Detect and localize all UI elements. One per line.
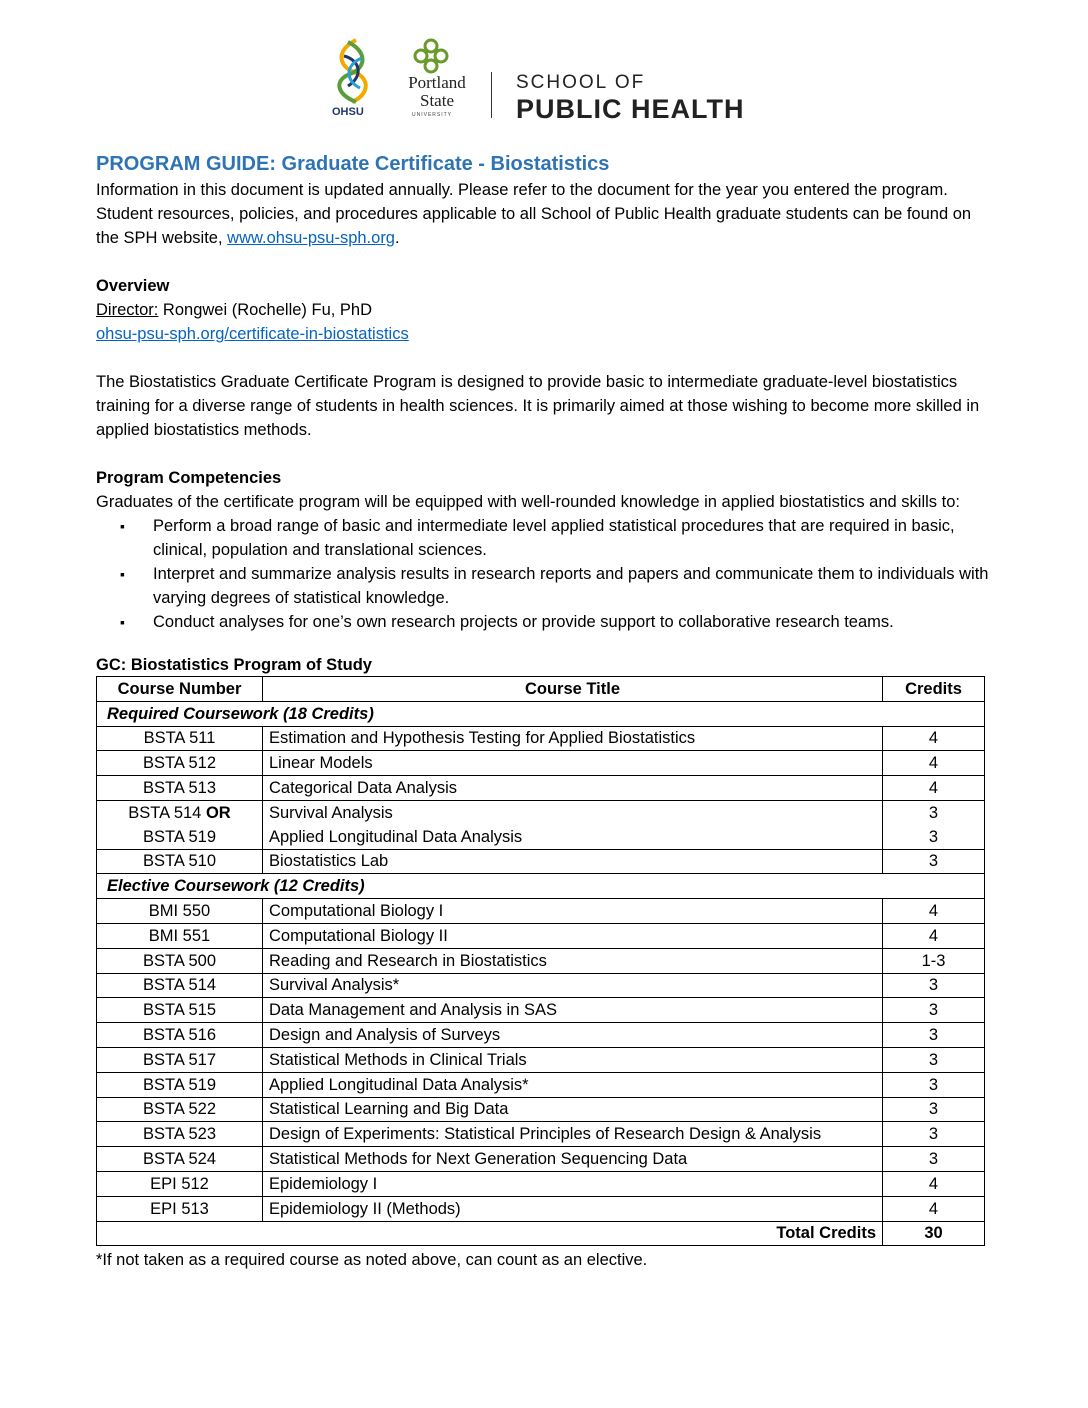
sph-website-link[interactable]: www.ohsu-psu-sph.org [227,229,395,247]
course-number: BSTA 514 [97,973,263,998]
course-title: Estimation and Hypothesis Testing for Applied Biostatistics [263,726,883,751]
main-content [96,150,996,1272]
course-title: Data Management and Analysis in SAS [263,998,883,1023]
required-section-row [97,701,985,726]
page-title: PROGRAM GUIDE: Graduate Certificate - Biostatistics [96,153,610,175]
table-row [97,1171,985,1196]
course-credits: 4 [883,726,985,751]
competencies-intro: Graduates of the certificate program will be equipped with well-rounded knowledge in applied biostatistics and skills to: [96,493,960,511]
ohsu-label: OHSU [332,106,364,118]
logo-divider [491,72,492,118]
table-row [97,1196,985,1221]
certificate-link[interactable]: ohsu-psu-sph.org/certificate-in-biostatistics [96,325,409,343]
program-of-study-table [96,676,985,1246]
course-number: BSTA 519 [97,825,263,849]
table-row [97,923,985,948]
competencies-heading: Program Competencies [96,469,282,487]
program-description: The Biostatistics Graduate Certificate Program is designed to provide basic to intermediate graduate-level biostatistics training for a diverse range of students in health sciences. It is primarily aimed at those wishing to become more skilled in applied biostatistics methods. [96,373,980,439]
total-credits-label: Total Credits [97,1221,883,1246]
course-credits: 4 [883,751,985,776]
course-credits: 1-3 [883,948,985,973]
list-item: ▪ Interpret and summarize analysis results in research reports and papers and communicate them to individuals with varying degrees of statistical knowledge. [96,562,996,610]
course-title: Epidemiology II (Methods) [263,1196,883,1221]
table-row [97,751,985,776]
header-credits: Credits [883,677,985,702]
course-credits: 3 [883,1097,985,1122]
course-title: Applied Longitudinal Data Analysis* [263,1072,883,1097]
competencies-list [96,514,996,634]
course-number: BSTA 523 [97,1122,263,1147]
course-title: Biostatistics Lab [263,849,883,874]
course-credits: 3 [883,1072,985,1097]
course-number: BSTA 517 [97,1047,263,1072]
table-row [97,973,985,998]
table-row [97,726,985,751]
course-number: BSTA 500 [97,948,263,973]
table-row [97,1047,985,1072]
header-logos [326,36,766,122]
table-row [97,825,985,849]
course-number: BMI 550 [97,899,263,924]
course-number: BSTA 512 [97,751,263,776]
course-title: Linear Models [263,751,883,776]
table-header-row [97,677,985,702]
sph-line1: SCHOOL OF [516,72,646,93]
course-credits: 3 [883,1122,985,1147]
director-name: Rongwei (Rochelle) Fu, PhD [158,301,373,319]
course-number: BSTA 515 [97,998,263,1023]
table-row [97,800,985,824]
course-title: Survival Analysis [263,800,883,824]
intro-paragraph [96,178,996,250]
course-credits: 3 [883,973,985,998]
psu-name [402,74,472,110]
course-title: Statistical Learning and Big Data [263,1097,883,1122]
course-title: Computational Biology II [263,923,883,948]
course-credits: 3 [883,825,985,849]
psu-name-line2: State [420,91,454,110]
elective-rows [97,899,985,1221]
course-number: BSTA 519 [97,1072,263,1097]
course-credits: 4 [883,899,985,924]
course-title: Statistical Methods for Next Generation Sequencing Data [263,1147,883,1172]
course-title: Design of Experiments: Statistical Principles of Research Design & Analysis [263,1122,883,1147]
elective-section-label: Elective Coursework (12 Credits) [97,874,985,899]
table-row [97,1097,985,1122]
psu-name-line1: Portland [408,73,466,92]
header-course-number: Course Number [97,677,263,702]
intro-text: Information in this document is updated annually. Please refer to the document for the year you entered the program. Student resources, policies, and procedures applicable to all School of Public Health graduate students can be found on the SPH website, [96,181,972,247]
course-number-text: BSTA 514 [128,803,206,822]
course-title: Survival Analysis* [263,973,883,998]
course-number: EPI 513 [97,1196,263,1221]
total-credits-value: 30 [883,1221,985,1246]
table-row [97,849,985,874]
course-number: BSTA 516 [97,1023,263,1048]
list-item: ▪ Perform a broad range of basic and intermediate level applied statistical procedures that are required in basic, clinical, population and translational sciences. [96,514,996,562]
header-course-title: Course Title [263,677,883,702]
director-label: Director: [96,301,159,319]
course-title: Epidemiology I [263,1171,883,1196]
course-credits: 4 [883,776,985,801]
or-label: OR [205,803,231,822]
table-row [97,948,985,973]
course-credits: 4 [883,923,985,948]
course-title: Design and Analysis of Surveys [263,1023,883,1048]
total-row [97,1221,985,1246]
course-credits: 4 [883,1196,985,1221]
table-row [97,998,985,1023]
overview-heading: Overview [96,277,170,295]
intro-end: . [394,229,400,247]
table-row [97,1023,985,1048]
course-number: BSTA 511 [97,726,263,751]
course-number [97,800,263,824]
footnote: *If not taken as a required course as noted above, can count as an elective. [96,1251,648,1270]
course-title: Applied Longitudinal Data Analysis [263,825,883,849]
table-row [97,899,985,924]
sph-line2: PUBLIC HEALTH [516,94,745,124]
course-title: Statistical Methods in Clinical Trials [263,1047,883,1072]
course-number: BSTA 522 [97,1097,263,1122]
course-credits: 3 [883,800,985,824]
table-row [97,1122,985,1147]
course-credits: 3 [883,849,985,874]
course-credits: 4 [883,1171,985,1196]
course-title: Reading and Research in Biostatistics [263,948,883,973]
table-row [97,1072,985,1097]
course-number: BSTA 513 [97,776,263,801]
course-number: BSTA 524 [97,1147,263,1172]
course-credits: 3 [883,1147,985,1172]
course-title: Categorical Data Analysis [263,776,883,801]
required-section-label: Required Coursework (18 Credits) [97,701,985,726]
course-credits: 3 [883,1047,985,1072]
table-row [97,776,985,801]
course-credits: 3 [883,998,985,1023]
course-title: Computational Biology I [263,899,883,924]
list-item: ▪ Conduct analyses for one’s own research projects or provide support to collaborative research teams. [96,610,996,634]
course-number: BSTA 510 [97,849,263,874]
table-title: GC: Biostatistics Program of Study [96,656,372,674]
table-row [97,1147,985,1172]
director-line [96,298,996,322]
course-number: EPI 512 [97,1171,263,1196]
psu-university: UNIVERSITY [412,112,453,118]
elective-section-row [97,874,985,899]
course-credits: 3 [883,1023,985,1048]
course-number: BMI 551 [97,923,263,948]
